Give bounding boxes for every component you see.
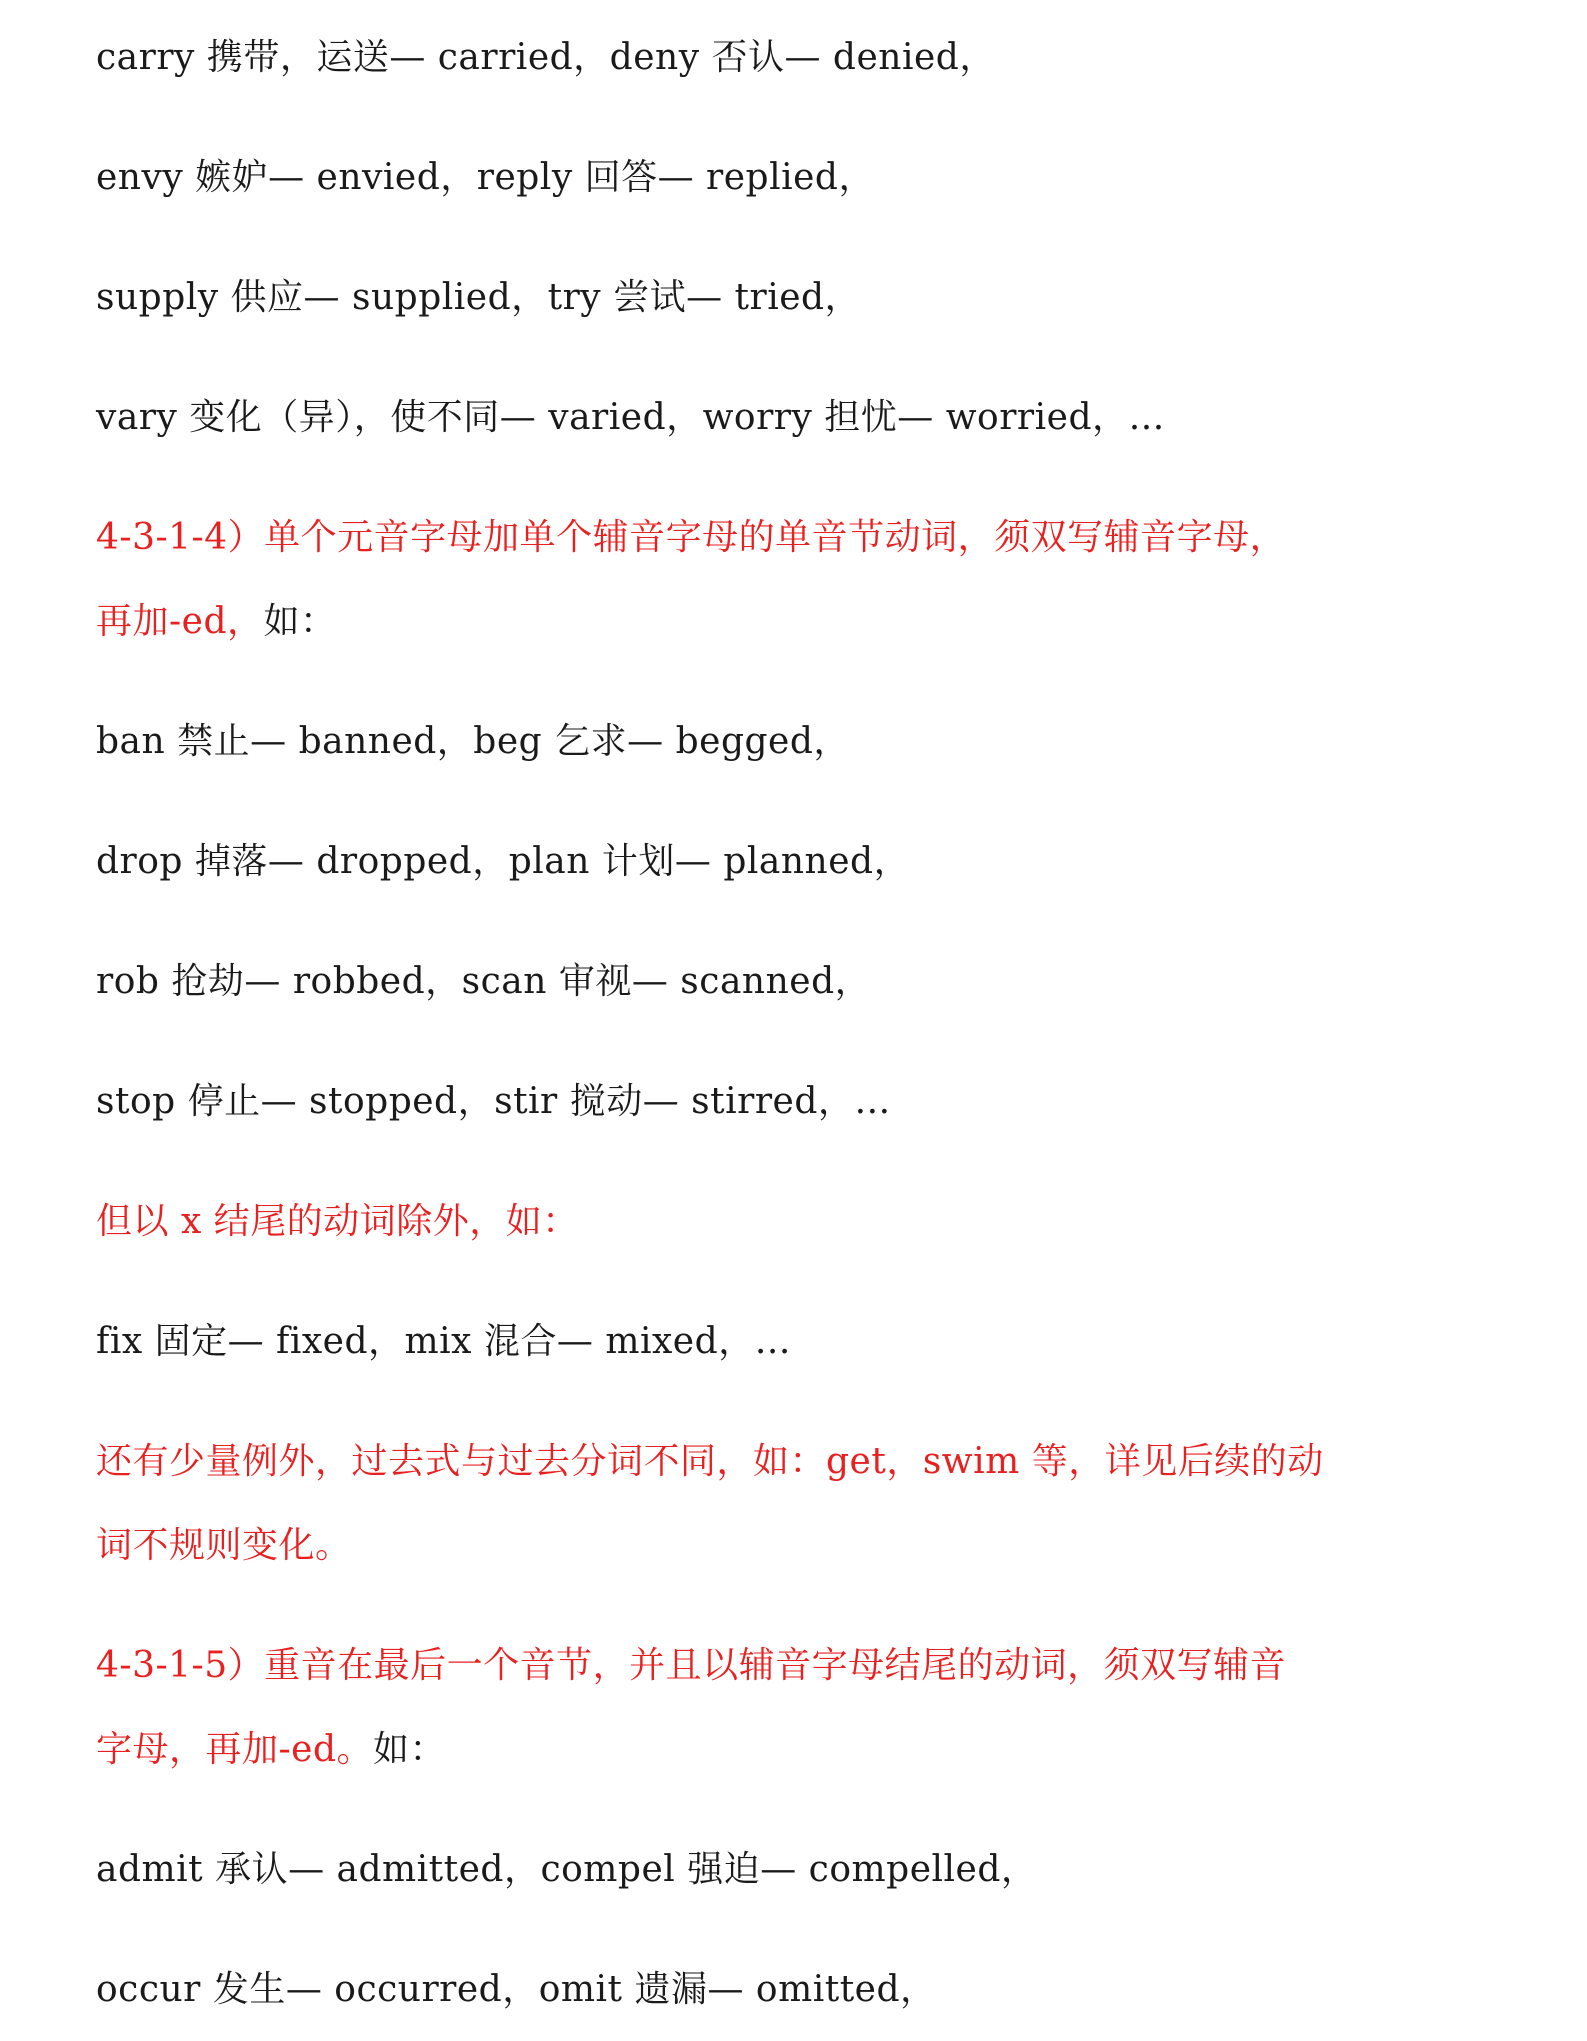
- example-line-carry-deny: carry 携带，运送— carried，deny 否认— denied，: [96, 37, 996, 78]
- rule-continuation-red-text: 字母，再加-ed。: [96, 1729, 374, 1770]
- exception-note-irregular: 还有少量例外，过去式与过去分词不同，如：get，swim 等，详见后续的动: [96, 1441, 1324, 1482]
- example-line-envy-reply: envy 嫉妒— envied，reply 回答— replied，: [96, 157, 875, 198]
- exception-note-irregular-continuation: 词不规则变化。: [96, 1525, 352, 1566]
- example-line-stop-stir: stop 停止— stopped，stir 搅动— stirred，…: [96, 1081, 891, 1122]
- rule-continuation-4-3-1-5: [96, 1726, 446, 1774]
- rule-heading-4-3-1-5: 4-3-1-5）重音在最后一个音节，并且以辅音字母结尾的动词，须双写辅音: [96, 1645, 1287, 1686]
- example-line-occur-omit: occur 发生— occurred，omit 遗漏— omitted，: [96, 1969, 937, 2010]
- rule-heading-4-3-1-4: 4-3-1-4）单个元音字母加单个辅音字母的单音节动词，须双写辅音字母，: [96, 517, 1287, 558]
- rule-continuation-4-3-1-4: [96, 598, 337, 646]
- rule-continuation-dark-text: 如：: [263, 601, 337, 642]
- example-line-drop-plan: drop 掉落— dropped，plan 计划— planned，: [96, 841, 911, 882]
- exception-note-x-ending: 但以 x 结尾的动词除外，如：: [96, 1201, 579, 1242]
- example-line-fix-mix: fix 固定— fixed，mix 混合— mixed，…: [96, 1321, 792, 1362]
- example-line-rob-scan: rob 抢劫— robbed，scan 审视— scanned，: [96, 961, 872, 1002]
- rule-continuation-dark-text: 如：: [373, 1729, 447, 1770]
- example-line-admit-compel: admit 承认— admitted，compel 强迫— compelled，: [96, 1849, 1038, 1890]
- rule-continuation-red-text: 再加-ed，: [96, 601, 264, 642]
- example-line-supply-try: supply 供应— supplied，try 尝试— tried，: [96, 277, 862, 318]
- example-line-ban-beg: ban 禁止— banned，beg 乞求— begged，: [96, 721, 850, 762]
- example-line-vary-worry: vary 变化（异），使不同— varied，worry 担忧— worried，…: [96, 397, 1166, 438]
